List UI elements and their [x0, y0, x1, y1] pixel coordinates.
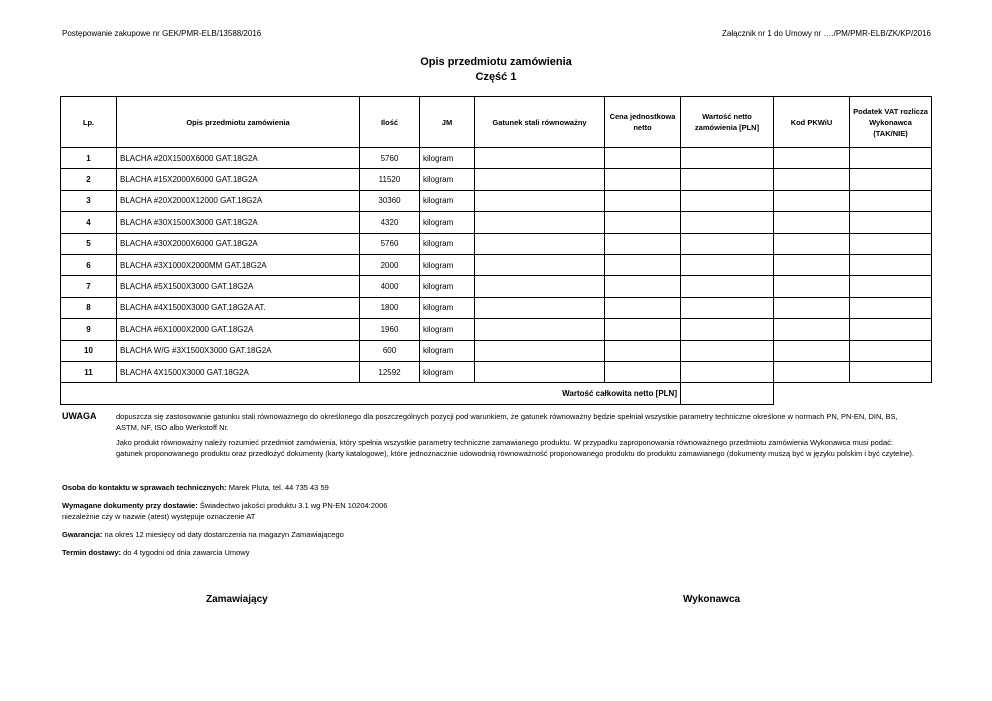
row-vat-cell[interactable] — [850, 276, 932, 297]
row-vat-cell[interactable] — [850, 319, 932, 340]
row-number: 2 — [61, 169, 117, 190]
row-number: 3 — [61, 190, 117, 211]
empty-cell — [774, 383, 932, 404]
row-number: 7 — [61, 276, 117, 297]
row-vat-cell[interactable] — [850, 148, 932, 169]
row-equivalent-grade-cell[interactable] — [475, 169, 605, 190]
row-quantity: 1960 — [360, 319, 420, 340]
order-items-table — [60, 96, 932, 405]
row-pkwiu-cell[interactable] — [774, 169, 850, 190]
row-vat-cell[interactable] — [850, 233, 932, 254]
row-net-value-cell[interactable] — [681, 297, 774, 318]
row-unit: kilogram — [420, 319, 475, 340]
row-equivalent-grade-cell[interactable] — [475, 190, 605, 211]
row-unit: kilogram — [420, 169, 475, 190]
row-pkwiu-cell[interactable] — [774, 276, 850, 297]
row-quantity: 1800 — [360, 297, 420, 318]
row-description: BLACHA #20X1500X6000 GAT.18G2A — [117, 148, 360, 169]
col-header-net-value: Wartość netto zamówienia [PLN] — [681, 97, 774, 148]
row-equivalent-grade-cell[interactable] — [475, 276, 605, 297]
row-description: BLACHA #30X1500X3000 GAT.18G2A — [117, 212, 360, 233]
table-row — [61, 148, 932, 169]
row-unit-price-cell[interactable] — [605, 297, 681, 318]
table-row — [61, 233, 932, 254]
row-net-value-cell[interactable] — [681, 254, 774, 275]
warranty-label: Gwarancja: — [62, 530, 103, 539]
delivery-line — [62, 547, 922, 558]
row-unit: kilogram — [420, 148, 475, 169]
col-header-equivalent-grade: Gatunek stali równoważny — [475, 97, 605, 148]
row-unit: kilogram — [420, 297, 475, 318]
row-equivalent-grade-cell[interactable] — [475, 297, 605, 318]
row-equivalent-grade-cell[interactable] — [475, 361, 605, 382]
row-description: BLACHA #5X1500X3000 GAT.18G2A — [117, 276, 360, 297]
row-unit-price-cell[interactable] — [605, 169, 681, 190]
row-net-value-cell[interactable] — [681, 190, 774, 211]
page-title: Opis przedmiotu zamówienia — [420, 56, 572, 68]
contact-label: Osoba do kontaktu w sprawach technicznych: — [62, 483, 227, 492]
warranty-line — [62, 529, 922, 540]
row-description: BLACHA #30X2000X6000 GAT.18G2A — [117, 233, 360, 254]
row-pkwiu-cell[interactable] — [774, 212, 850, 233]
row-quantity: 5760 — [360, 233, 420, 254]
total-label: Wartość całkowita netto [PLN] — [61, 383, 681, 404]
page-subtitle: Część 1 — [475, 71, 517, 83]
row-unit-price-cell[interactable] — [605, 190, 681, 211]
row-number: 11 — [61, 361, 117, 382]
row-description: BLACHA #3X1000X2000MM GAT.18G2A — [117, 254, 360, 275]
table-row — [61, 297, 932, 318]
col-header-lp: Lp. — [61, 97, 117, 148]
contact-value: Marek Pluta, tel. 44 735 43 59 — [228, 483, 329, 492]
row-unit-price-cell[interactable] — [605, 148, 681, 169]
warranty-value: na okres 12 miesięcy od daty dostarczenia na magazyn Zamawiającego — [104, 530, 344, 539]
documents-value: Świadectwo jakości produktu 3.1 wg PN-EN 10204:2006 — [199, 501, 388, 510]
col-header-quantity: Ilość — [360, 97, 420, 148]
row-description: BLACHA #20X2000X12000 GAT.18G2A — [117, 190, 360, 211]
equivalent-grade-note: dopuszcza się zastosowanie gatunku stali równoważnego do określonego dla poszczególnych pozycji pod warunkiem, że gatunek równoważny będzie spełniał wszystkie parametry techniczne określone w normach PN, PN-EN, DIN, BS, ASTM, NF, ISO albo Werkstoff Nr. — [116, 412, 898, 432]
row-number: 10 — [61, 340, 117, 361]
table-row — [61, 276, 932, 297]
row-vat-cell[interactable] — [850, 190, 932, 211]
row-description: BLACHA W/G #3X1500X3000 GAT.18G2A — [117, 340, 360, 361]
row-unit-price-cell[interactable] — [605, 212, 681, 233]
row-unit-price-cell[interactable] — [605, 340, 681, 361]
row-unit: kilogram — [420, 190, 475, 211]
row-quantity: 12592 — [360, 361, 420, 382]
row-vat-cell[interactable] — [850, 169, 932, 190]
row-number: 9 — [61, 319, 117, 340]
signature-contractor: Wykonawca — [683, 594, 741, 605]
row-description: BLACHA #6X1000X2000 GAT.18G2A — [117, 319, 360, 340]
uwaga-label: UWAGA — [62, 411, 97, 421]
row-unit: kilogram — [420, 254, 475, 275]
row-vat-cell[interactable] — [850, 297, 932, 318]
row-quantity: 4000 — [360, 276, 420, 297]
procurement-reference: Postępowanie zakupowe nr GEK/PMR-ELB/13588/2016 — [62, 29, 262, 38]
documents-line — [62, 500, 922, 511]
row-unit: kilogram — [420, 340, 475, 361]
col-header-pkwiu: Kod PKWiU — [774, 97, 850, 148]
row-description: BLACHA 4X1500X3000 GAT.18G2A — [117, 361, 360, 382]
row-net-value-cell[interactable] — [681, 233, 774, 254]
row-equivalent-grade-cell[interactable] — [475, 319, 605, 340]
table-header-row — [61, 97, 932, 148]
documents-label: Wymagane dokumenty przy dostawie: — [62, 501, 198, 510]
delivery-label: Termin dostawy: — [62, 548, 122, 557]
delivery-value: do 4 tygodni od dnia zawarcia Umowy — [123, 548, 250, 557]
row-quantity: 30360 — [360, 190, 420, 211]
row-quantity: 5760 — [360, 148, 420, 169]
row-quantity: 600 — [360, 340, 420, 361]
row-number: 6 — [61, 254, 117, 275]
table-row — [61, 212, 932, 233]
row-vat-cell[interactable] — [850, 361, 932, 382]
row-vat-cell[interactable] — [850, 340, 932, 361]
row-number: 8 — [61, 297, 117, 318]
row-pkwiu-cell[interactable] — [774, 361, 850, 382]
row-unit: kilogram — [420, 233, 475, 254]
row-unit: kilogram — [420, 212, 475, 233]
table-row — [61, 169, 932, 190]
row-equivalent-grade-cell[interactable] — [475, 340, 605, 361]
signature-ordering-party: Zamawiający — [206, 594, 268, 605]
row-net-value-cell[interactable] — [681, 276, 774, 297]
row-vat-cell[interactable] — [850, 212, 932, 233]
row-equivalent-grade-cell[interactable] — [475, 233, 605, 254]
row-unit-price-cell[interactable] — [605, 361, 681, 382]
row-pkwiu-cell[interactable] — [774, 190, 850, 211]
table-row — [61, 340, 932, 361]
row-net-value-cell[interactable] — [681, 169, 774, 190]
row-equivalent-grade-cell[interactable] — [475, 254, 605, 275]
col-header-unit-price: Cena jednostkowa netto — [605, 97, 681, 148]
row-pkwiu-cell[interactable] — [774, 254, 850, 275]
table-row — [61, 190, 932, 211]
row-net-value-cell[interactable] — [681, 148, 774, 169]
row-equivalent-grade-cell[interactable] — [475, 148, 605, 169]
col-header-description: Opis przedmiotu zamówienia — [117, 97, 360, 148]
row-net-value-cell[interactable] — [681, 212, 774, 233]
col-header-vat: Podatek VAT rozlicza Wykonawca (TAK/NIE) — [850, 97, 932, 148]
row-pkwiu-cell[interactable] — [774, 319, 850, 340]
documents-note: niezależnie czy w nazwie (atest) występuje oznaczenie AT — [62, 512, 256, 521]
row-vat-cell[interactable] — [850, 254, 932, 275]
col-header-unit: JM — [420, 97, 475, 148]
row-number: 5 — [61, 233, 117, 254]
row-quantity: 2000 — [360, 254, 420, 275]
row-pkwiu-cell[interactable] — [774, 340, 850, 361]
row-net-value-cell[interactable] — [681, 319, 774, 340]
row-pkwiu-cell[interactable] — [774, 297, 850, 318]
table-row — [61, 254, 932, 275]
row-unit-price-cell[interactable] — [605, 233, 681, 254]
row-pkwiu-cell[interactable] — [774, 233, 850, 254]
row-description: BLACHA #4X1500X3000 GAT.18G2A AT. — [117, 297, 360, 318]
equivalent-product-note: Jako produkt równoważny należy rozumieć przedmiot zamówienia, który spełnia wszystkie parametry techniczne zamawianego produktu. W przypadku zaproponowania równoważnego przedmiotu zamówienia Wykonawca musi podać: gatunek proponowanego produktu oraz przedłożyć dokumenty (karty katalogowe), które jednoznacznie udowodnią równoważność proponowanego produktu do produktu zamawianego (dokumenty muszą być w języku polskim i być czytelne). — [116, 438, 914, 458]
table-row — [61, 361, 932, 382]
row-unit-price-cell[interactable] — [605, 254, 681, 275]
row-number: 1 — [61, 148, 117, 169]
row-description: BLACHA #15X2000X6000 GAT.18G2A — [117, 169, 360, 190]
row-net-value-cell[interactable] — [681, 361, 774, 382]
annex-reference: Załącznik nr 1 do Umowy nr …./PM/PMR-ELB/ZK/KP/2016 — [722, 29, 931, 38]
row-pkwiu-cell[interactable] — [774, 148, 850, 169]
row-quantity: 4320 — [360, 212, 420, 233]
total-row — [61, 383, 932, 404]
table-row — [61, 319, 932, 340]
row-quantity: 11520 — [360, 169, 420, 190]
contact-line — [62, 482, 922, 493]
row-unit: kilogram — [420, 276, 475, 297]
row-number: 4 — [61, 212, 117, 233]
row-unit-price-cell[interactable] — [605, 276, 681, 297]
total-value-cell[interactable] — [681, 383, 774, 404]
row-equivalent-grade-cell[interactable] — [475, 212, 605, 233]
row-net-value-cell[interactable] — [681, 340, 774, 361]
row-unit: kilogram — [420, 361, 475, 382]
row-unit-price-cell[interactable] — [605, 319, 681, 340]
